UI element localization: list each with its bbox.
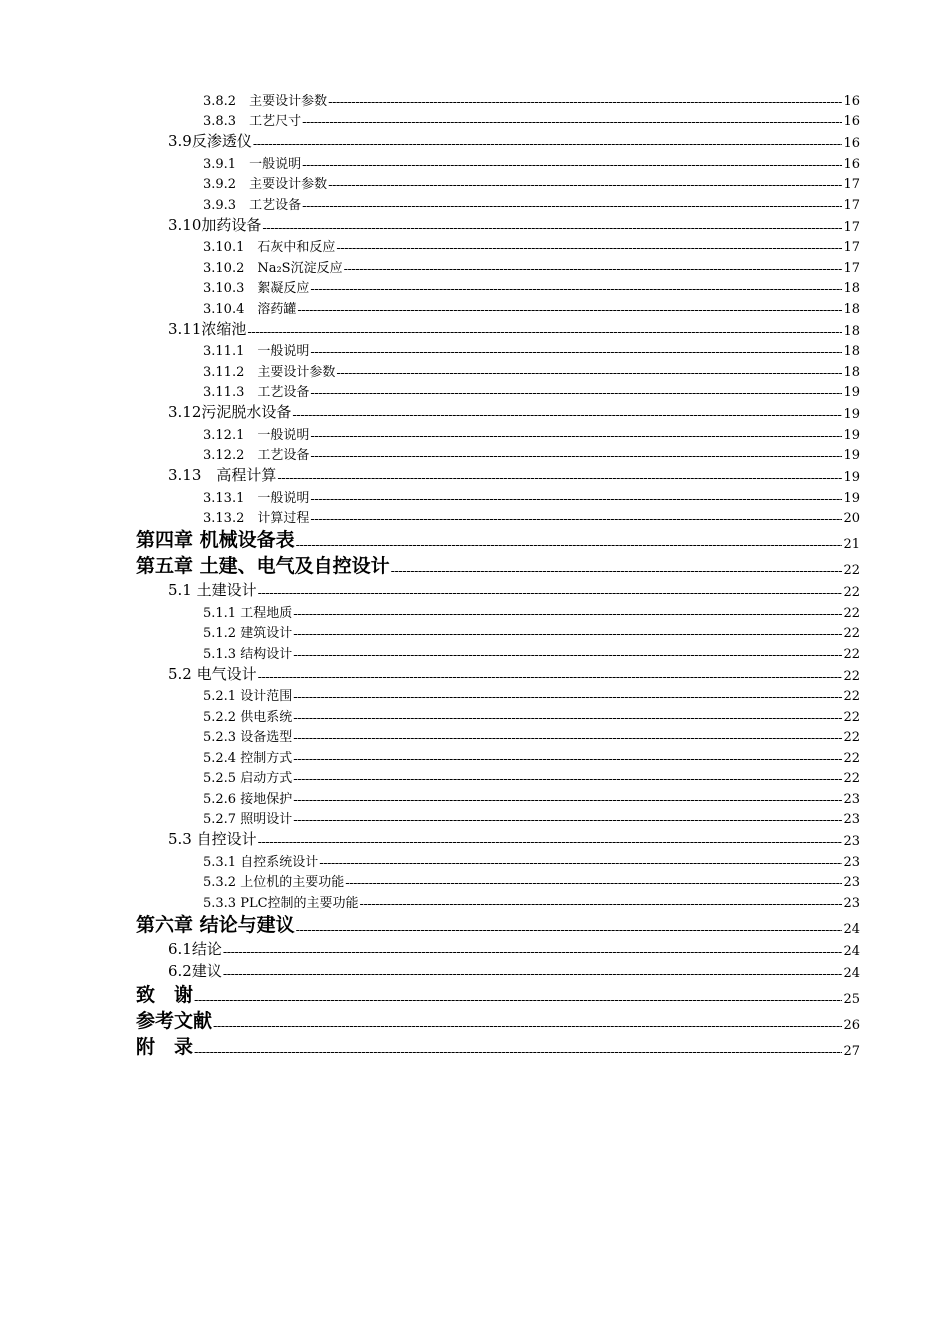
toc-entry[interactable]	[0, 400, 950, 422]
toc-entry-page-number: 22	[843, 605, 860, 621]
toc-entry[interactable]	[0, 725, 950, 746]
toc-entry-title: 3.8.2 主要设计参数	[203, 93, 328, 109]
toc-leader-dashes	[277, 472, 842, 485]
toc-entry[interactable]	[0, 172, 950, 193]
toc-entry-page-number: 18	[843, 323, 860, 339]
toc-entry-page-number: 25	[843, 991, 860, 1007]
toc-leader-dashes	[293, 732, 842, 745]
toc-entry-title: 5.1.3 结构设计	[203, 646, 293, 662]
toc-entry-title: 5.3.1 自控系统设计	[203, 854, 319, 870]
toc-entry-title: 3.11.2 主要设计参数	[203, 364, 336, 380]
toc-entry-title: 5.2.6 接地保护	[203, 791, 293, 807]
toc-leader-dashes	[194, 994, 842, 1007]
toc-leader-dashes	[302, 159, 842, 172]
toc-entry[interactable]	[0, 1033, 950, 1059]
toc-entry-page-number: 24	[843, 965, 860, 981]
toc-leader-dashes	[293, 753, 842, 766]
toc-leader-dashes	[319, 857, 842, 870]
toc-leader-dashes	[328, 179, 842, 192]
toc-leader-dashes	[293, 814, 842, 827]
toc-entry-page-number: 22	[843, 626, 860, 641]
toc-entry-page-number: 19	[843, 385, 860, 400]
toc-leader-dashes	[292, 409, 842, 422]
toc-entry-title: 3.8.3 工艺尺寸	[203, 114, 302, 129]
toc-entry-page-number: 23	[843, 812, 860, 827]
toc-leader-dashes	[258, 836, 843, 849]
toc-entry-page-number: 16	[843, 93, 860, 109]
toc-entry[interactable]	[0, 1007, 950, 1033]
toc-entry-page-number: 23	[843, 875, 860, 890]
toc-entry-page-number: 17	[843, 197, 860, 213]
toc-leader-dashes	[344, 263, 843, 276]
toc-leader-dashes	[310, 450, 842, 463]
toc-entry[interactable]	[0, 937, 950, 959]
toc-entry[interactable]	[0, 88, 950, 109]
toc-entry-page-number: 19	[843, 448, 860, 463]
toc-leader-dashes	[310, 493, 842, 506]
toc-entry-page-number: 18	[843, 281, 860, 296]
toc-leader-dashes	[297, 304, 842, 317]
toc-leader-dashes	[258, 671, 843, 684]
toc-leader-dashes	[293, 773, 842, 786]
toc-leader-dashes	[223, 968, 843, 981]
toc-entry-title: 3.12.1 一般说明	[203, 427, 310, 443]
toc-leader-dashes	[310, 430, 842, 443]
toc-entry-page-number: 23	[843, 834, 860, 849]
toc-entry-page-number: 22	[843, 668, 860, 684]
toc-entry[interactable]	[0, 526, 950, 552]
toc-entry[interactable]	[0, 745, 950, 766]
toc-entry[interactable]	[0, 192, 950, 213]
toc-entry[interactable]	[0, 807, 950, 828]
toc-entry[interactable]	[0, 463, 950, 485]
toc-leader-dashes	[293, 712, 842, 725]
toc-entry[interactable]	[0, 380, 950, 401]
toc-entry[interactable]	[0, 552, 950, 578]
toc-entry[interactable]	[0, 981, 950, 1007]
toc-entry[interactable]	[0, 578, 950, 600]
toc-entry[interactable]	[0, 600, 950, 621]
toc-entry-page-number: 27	[843, 1043, 860, 1059]
toc-leader-dashes	[223, 946, 843, 959]
toc-entry-page-number: 17	[843, 219, 860, 235]
toc-entry-title: 第五章 土建、电气及自控设计	[136, 555, 390, 577]
toc-entry-page-number: 17	[843, 260, 860, 276]
toc-entry[interactable]	[0, 684, 950, 705]
toc-entry-page-number: 22	[843, 709, 860, 725]
toc-leader-dashes	[310, 387, 842, 400]
toc-entry-title: 3.12污泥脱水设备	[168, 403, 292, 421]
toc-leader-dashes	[296, 924, 843, 937]
toc-entry-page-number: 22	[843, 689, 860, 704]
toc-entry-title: 6.2建议	[168, 961, 222, 980]
toc-entry-page-number: 22	[843, 750, 860, 766]
toc-entry-title: 5.1 土建设计	[168, 581, 257, 599]
toc-entry-title: 5.2.5 启动方式	[203, 771, 293, 786]
toc-entry-title: 第四章 机械设备表	[136, 529, 295, 551]
toc-leader-dashes	[391, 565, 843, 578]
toc-entry[interactable]	[0, 827, 950, 849]
toc-entry[interactable]	[0, 151, 950, 172]
toc-leader-dashes	[194, 1046, 842, 1059]
toc-entry[interactable]	[0, 255, 950, 276]
toc-entry-title: 3.10.1 石灰中和反应	[203, 240, 336, 255]
toc-entry[interactable]	[0, 849, 950, 870]
toc-entry-title: 5.3 自控设计	[168, 830, 257, 848]
toc-entry-title: 3.11浓缩池	[168, 319, 247, 338]
toc-entry-page-number: 20	[843, 511, 860, 526]
toc-leader-dashes	[293, 691, 842, 704]
toc-entry[interactable]	[0, 213, 950, 235]
toc-entry-title: 3.13.1 一般说明	[203, 490, 310, 506]
toc-leader-dashes	[302, 116, 842, 129]
toc-leader-dashes	[253, 138, 843, 151]
toc-entry-page-number: 22	[843, 771, 860, 786]
toc-entry[interactable]	[0, 641, 950, 662]
toc-entry[interactable]	[0, 621, 950, 642]
toc-leader-dashes	[258, 587, 843, 600]
toc-entry[interactable]	[0, 359, 950, 380]
toc-entry-title: 附 录	[136, 1035, 194, 1058]
toc-entry-title: 5.2.3 设备选型	[203, 730, 293, 745]
toc-entry-page-number: 18	[843, 364, 860, 380]
toc-entry-page-number: 16	[843, 156, 860, 172]
toc-entry-page-number: 17	[843, 177, 860, 192]
toc-entry-page-number: 19	[843, 427, 860, 443]
toc-entry-title: 3.11.3 工艺设备	[203, 385, 310, 400]
toc-leader-dashes	[293, 608, 842, 621]
toc-leader-dashes	[336, 367, 842, 380]
toc-entry-title: 3.10.2 Na₂S沉淀反应	[203, 260, 343, 276]
toc-entry[interactable]	[0, 422, 950, 443]
toc-leader-dashes	[345, 877, 842, 890]
toc-entry-page-number: 24	[843, 943, 860, 959]
toc-entry-page-number: 19	[843, 407, 860, 422]
toc-entry-page-number: 23	[843, 895, 860, 911]
toc-leader-dashes	[293, 628, 842, 641]
toc-entry[interactable]	[0, 317, 950, 339]
toc-entry-title: 3.10加药设备	[168, 215, 262, 234]
toc-entry-page-number: 19	[843, 490, 860, 506]
toc-entry-page-number: 22	[843, 563, 860, 578]
toc-entry-title: 3.10.3 絮凝反应	[203, 281, 310, 296]
toc-entry-title: 3.13.2 计算过程	[203, 511, 310, 526]
toc-entry-title: 致 谢	[136, 983, 194, 1006]
toc-entry[interactable]	[0, 766, 950, 787]
toc-entry[interactable]	[0, 276, 950, 297]
toc-entry-title: 3.12.2 工艺设备	[203, 448, 310, 463]
toc-entry-page-number: 22	[843, 646, 860, 662]
toc-entry-title: 3.10.4 溶药罐	[203, 301, 297, 317]
toc-entry-title: 3.13 高程计算	[168, 466, 277, 484]
toc-entry[interactable]	[0, 704, 950, 725]
toc-leader-dashes	[360, 898, 843, 911]
toc-entry[interactable]	[0, 129, 950, 151]
toc-leader-dashes	[310, 513, 842, 526]
toc-entry[interactable]	[0, 662, 950, 684]
toc-entry-page-number: 18	[843, 344, 860, 359]
toc-entry-page-number: 23	[843, 854, 860, 870]
toc-leader-dashes	[310, 283, 842, 296]
table-of-contents	[0, 88, 950, 1059]
toc-entry[interactable]	[0, 339, 950, 360]
toc-entry-title: 5.1.1 工程地质	[203, 605, 293, 621]
toc-leader-dashes	[328, 96, 842, 109]
toc-entry-title: 5.2 电气设计	[168, 664, 257, 683]
toc-leader-dashes	[302, 200, 842, 213]
toc-entry[interactable]	[0, 485, 950, 506]
toc-entry[interactable]	[0, 296, 950, 317]
toc-entry-page-number: 26	[843, 1017, 860, 1033]
toc-leader-dashes	[296, 539, 843, 552]
toc-entry-page-number: 21	[843, 537, 860, 552]
toc-leader-dashes	[293, 649, 842, 662]
toc-entry-title: 5.3.3 PLC控制的主要功能	[203, 895, 359, 911]
toc-entry[interactable]	[0, 890, 950, 911]
toc-entry-title: 5.3.2 上位机的主要功能	[203, 875, 345, 890]
toc-entry[interactable]	[0, 786, 950, 807]
toc-entry-title: 5.2.7 照明设计	[203, 812, 293, 827]
toc-entry[interactable]	[0, 506, 950, 527]
toc-leader-dashes	[213, 1020, 842, 1033]
toc-entry-page-number: 22	[843, 585, 860, 600]
toc-entry-page-number: 24	[843, 921, 860, 937]
toc-entry-title: 3.9.1 一般说明	[203, 156, 302, 172]
toc-entry[interactable]	[0, 235, 950, 256]
toc-entry-page-number: 16	[843, 136, 860, 151]
toc-entry[interactable]	[0, 911, 950, 937]
toc-leader-dashes	[262, 222, 842, 235]
toc-leader-dashes	[336, 242, 842, 255]
toc-entry-page-number: 16	[843, 114, 860, 129]
toc-entry-title: 3.9.3 工艺设备	[203, 197, 302, 213]
toc-entry-title: 5.1.2 建筑设计	[203, 626, 293, 641]
toc-leader-dashes	[293, 794, 842, 807]
toc-leader-dashes	[310, 346, 842, 359]
toc-entry-title: 5.2.2 供电系统	[203, 709, 293, 725]
toc-entry-page-number: 18	[843, 301, 860, 317]
toc-entry[interactable]	[0, 870, 950, 891]
toc-entry-title: 3.9反渗透仪	[168, 132, 252, 150]
toc-entry-title: 5.2.4 控制方式	[203, 750, 293, 766]
toc-entry-title: 3.11.1 一般说明	[203, 344, 310, 359]
toc-entry-page-number: 22	[843, 730, 860, 745]
toc-entry[interactable]	[0, 959, 950, 981]
toc-entry-title: 参考文献	[136, 1009, 213, 1032]
toc-leader-dashes	[247, 326, 842, 339]
toc-entry-title: 6.1结论	[168, 939, 222, 958]
toc-entry-page-number: 17	[843, 240, 860, 255]
toc-entry[interactable]	[0, 109, 950, 130]
toc-entry-page-number: 23	[843, 791, 860, 807]
toc-entry-title: 5.2.1 设计范围	[203, 689, 293, 704]
toc-entry-title: 3.9.2 主要设计参数	[203, 177, 328, 192]
toc-entry-title: 第六章 结论与建议	[136, 913, 295, 936]
toc-entry[interactable]	[0, 443, 950, 464]
toc-entry-page-number: 19	[843, 470, 860, 485]
